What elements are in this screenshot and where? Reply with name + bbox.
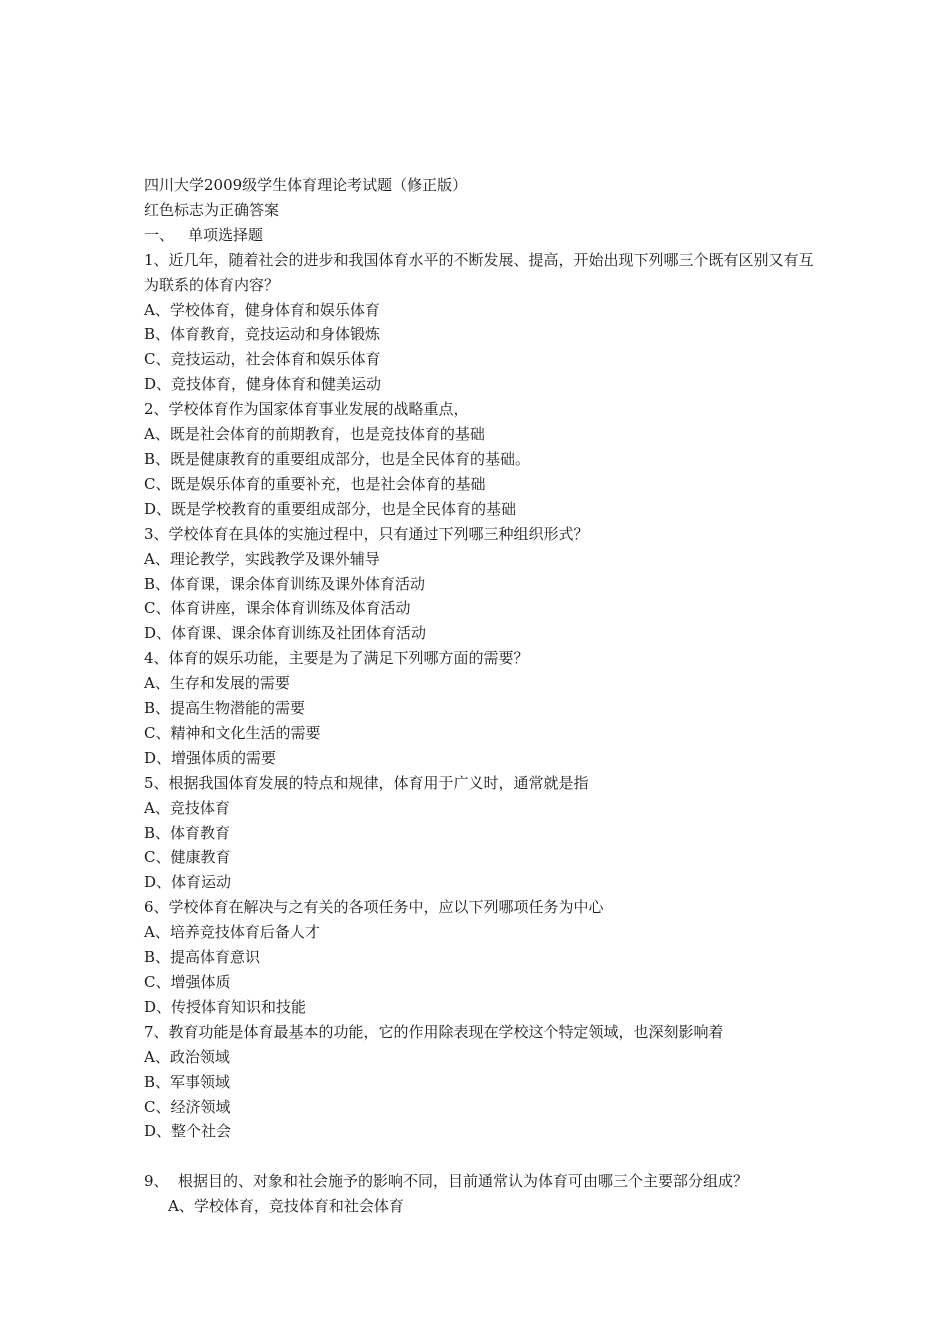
question-2-option-c: C、既是娱乐体育的重要补充，也是社会体育的基础: [144, 474, 486, 493]
question-7-stem: 7、教育功能是体育最基本的功能，它的作用除表现在学校这个特定领域，也深刻影响着: [144, 1022, 724, 1041]
question-4-option-c: C、精神和文化生活的需要: [144, 723, 321, 742]
question-5-option-b: B、体育教育: [144, 823, 231, 842]
question-6-option-a: A、培养竞技体育后备人才: [144, 923, 320, 942]
section-number: 一、: [144, 225, 175, 244]
document-title: 四川大学2009级学生体育理论考试题（修正版）: [144, 176, 468, 194]
question-1-option-b: B、体育教育，竞技运动和身体锻炼: [144, 325, 381, 344]
question-3-option-d: D、体育课、课余体育训练及社团体育活动: [144, 624, 427, 643]
paragraph-gap: [144, 1144, 816, 1169]
question-6-option-d: D、传授体育知识和技能: [144, 997, 307, 1016]
question-1-stem: 1、近几年，随着社会的进步和我国体育水平的不断发展、提高，开始出现下列哪三个既有区别又有互为联系的体育内容？: [144, 250, 814, 294]
document-body: [144, 173, 816, 1219]
question-7-option-b: B、军事领域: [144, 1072, 231, 1091]
question-6-stem: 6、学校体育在解决与之有关的各项任务中，应以下列哪项任务为中心: [144, 898, 604, 917]
question-9-stem: [144, 1169, 816, 1194]
question-3-option-b: B、体育课，课余体育训练及课外体育活动: [144, 574, 426, 593]
question-6-option-b: B、提高体育意识: [144, 948, 261, 967]
question-7-option-d: D、整个社会: [144, 1122, 232, 1141]
question-4-option-d: D、增强体质的需要: [144, 748, 277, 767]
question-6-option-c: C、增强体质: [144, 973, 231, 991]
question-1-option-a: A、学校体育，健身体育和娱乐体育: [144, 300, 380, 319]
question-5-stem: 5、根据我国体育发展的特点和规律，体育用于广义时，通常就是指: [144, 773, 589, 792]
question-4-option-a: A、生存和发展的需要: [144, 674, 290, 693]
question-9-number: 9、: [144, 1172, 169, 1191]
question-1-option-d: D、竞技体育，健身体育和健美运动: [144, 375, 382, 394]
question-2-option-d: D、既是学校教育的重要组成部分，也是全民体育的基础: [144, 499, 517, 518]
question-4-option-b: B、提高生物潜能的需要: [144, 699, 306, 718]
section-heading: [144, 223, 816, 248]
answer-note: 红色标志为正确答案: [144, 200, 280, 219]
section-title: 单项选择题: [188, 225, 264, 244]
question-2-stem: 2、学校体育作为国家体育事业发展的战略重点，: [144, 400, 469, 419]
question-1-option-c: C、竞技运动，社会体育和娱乐体育: [144, 350, 381, 369]
question-2-option-b: B、既是健康教育的重要组成部分，也是全民体育的基础。: [144, 449, 531, 468]
question-7-option-a: A、政治领域: [144, 1047, 230, 1066]
question-3-stem: 3、学校体育在具体的实施过程中，只有通过下列哪三种组织形式？: [144, 524, 589, 543]
question-5-option-a: A、竞技体育: [144, 798, 230, 817]
question-2-option-a: A、既是社会体育的前期教育，也是竞技体育的基础: [144, 425, 485, 444]
question-9-text: 根据目的、对象和社会施予的影响不同，目前通常认为体育可由哪三个主要部分组成？: [178, 1172, 749, 1191]
question-4-stem: 4、体育的娱乐功能，主要是为了满足下列哪方面的需要？: [144, 649, 529, 668]
question-3-option-c: C、体育讲座，课余体育训练及体育活动: [144, 599, 411, 618]
question-9-option-a: A、学校体育，竞技体育和社会体育: [168, 1197, 404, 1216]
question-7-option-c: C、经济领域: [144, 1097, 231, 1116]
question-3-option-a: A、理论教学，实践教学及课外辅导: [144, 549, 380, 568]
question-5-option-d: D、体育运动: [144, 873, 232, 892]
question-5-option-c: C、健康教育: [144, 848, 231, 867]
